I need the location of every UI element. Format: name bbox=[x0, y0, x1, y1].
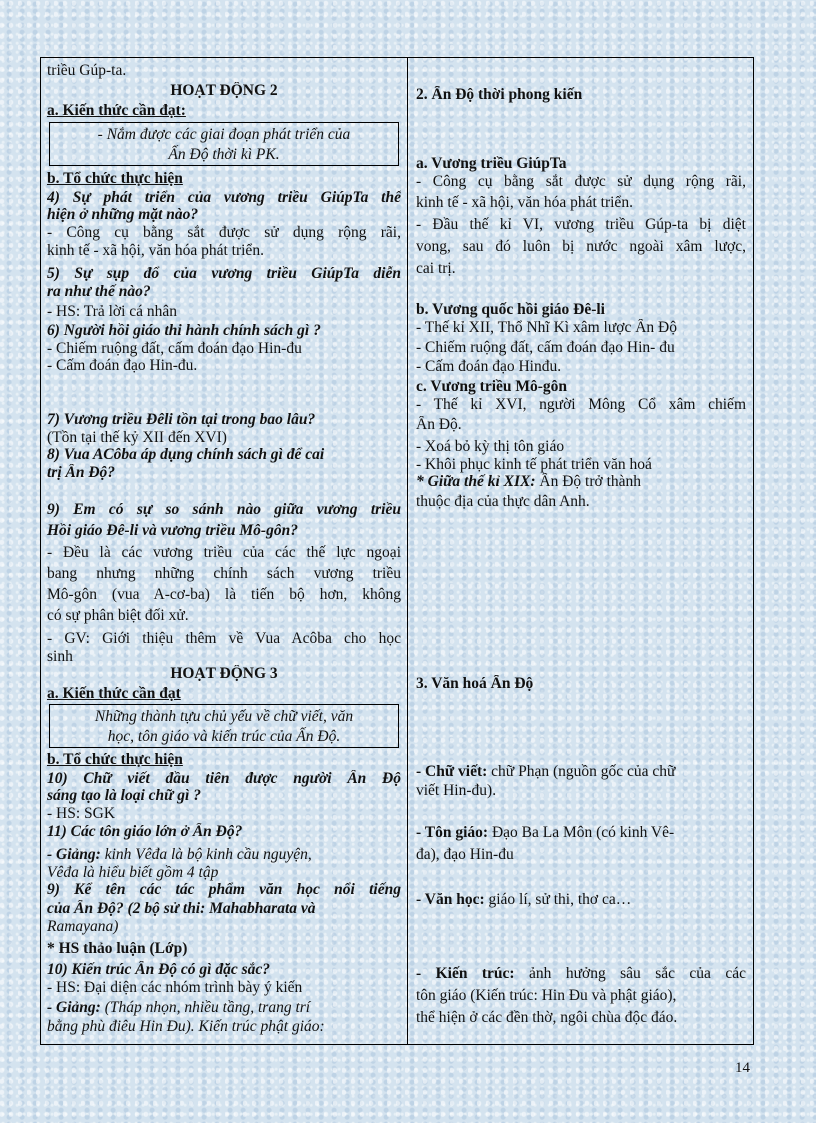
section-2a-title: a. Vương triều GiúpTa bbox=[416, 155, 567, 172]
answer-11-label: - Giảng: bbox=[47, 846, 101, 863]
writing-label: - Chữ viết: bbox=[416, 763, 488, 780]
question-5: 5) Sự sụp đổ của vương triều GiúpTa diễn bbox=[47, 265, 401, 282]
question-8: 8) Vua ACôba áp dụng chính sách gì để cai bbox=[47, 446, 325, 463]
activity-2-title: HOẠT ĐỘNG 2 bbox=[170, 82, 278, 99]
answer-11 bbox=[47, 846, 401, 864]
section-2c-note-label: * Giữa thế kỉ XIX: bbox=[416, 473, 536, 490]
answer-6: - Chiếm ruộng đất, cấm đoán đạo Hin-đu bbox=[47, 340, 302, 357]
question-7: 7) Vương triều Đêli tồn tại trong bao lâu? bbox=[47, 411, 316, 428]
answer-9-line-3: Mô-gôn (vua A-cơ-ba) là tiến bộ hơn, không bbox=[47, 586, 401, 603]
objective-line: Ấn Độ thời kì PK. bbox=[168, 146, 280, 163]
teacher-note: - GV: Giới thiệu thêm về Vua Acôba cho học bbox=[47, 630, 401, 647]
answer-4: - Công cụ bằng sắt được sử dụng rộng rãi, bbox=[47, 224, 401, 241]
question-9b: 9) Kể tên các tác phẩm văn học nổi tiếng bbox=[47, 881, 401, 898]
literature-item bbox=[416, 891, 746, 909]
activity-2-organization-heading: b. Tổ chức thực hiện bbox=[47, 170, 183, 187]
section-3-title: 3. Văn hoá Ấn Độ bbox=[416, 675, 534, 692]
writing-text: chữ Phạn (nguồn gốc của chữ bbox=[491, 763, 676, 780]
answer-6-cont: - Cấm đoán đạo Hin-đu. bbox=[47, 357, 198, 374]
architecture-label: - Kiến trúc: bbox=[416, 965, 515, 982]
lecture-text-cont: bằng phù điêu Hin Đu). Kiến trúc phật giáo: bbox=[47, 1018, 325, 1035]
answer-10b: - HS: Đại diện các nhóm trình bày ý kiến bbox=[47, 979, 303, 996]
literature-text: giáo lí, sử thi, thơ ca… bbox=[488, 891, 632, 908]
section-2c-line: - Xoá bỏ kỳ thị tôn giáo bbox=[416, 438, 565, 455]
section-2b-line: - Cấm đoán đạo Hinđu. bbox=[416, 358, 562, 375]
lecture-text: (Tháp nhọn, nhiều tầng, trang trí bbox=[104, 999, 311, 1016]
question-8-cont: trị Ấn Độ? bbox=[47, 464, 116, 481]
content-column bbox=[408, 58, 754, 1044]
question-10b: 10) Kiến trúc Ấn Độ có gì đặc sắc? bbox=[47, 961, 271, 978]
literature-label: - Văn học: bbox=[416, 891, 485, 908]
architecture-text: ảnh hưởng sâu sắc của các bbox=[529, 965, 746, 982]
lesson-table bbox=[40, 57, 754, 1045]
question-10: 10) Chữ viết đầu tiên được người Ấn Độ bbox=[47, 770, 401, 787]
section-2b-line: - Thế kỉ XII, Thổ Nhĩ Kì xâm lược Ấn Độ bbox=[416, 319, 677, 336]
activity-3-objective-heading: a. Kiến thức cần đạt bbox=[47, 685, 181, 702]
section-2c-note-text: Ấn Độ trở thành bbox=[539, 473, 642, 490]
architecture-text-cont: thể hiện ở các đền thờ, ngôi chùa độc đáo. bbox=[416, 1009, 678, 1026]
question-11: 11) Các tôn giáo lớn ở Ấn Độ? bbox=[47, 823, 243, 840]
answer-4-cont: kinh tế - xã hội, văn hóa phát triển. bbox=[47, 242, 264, 259]
answer-5: - HS: Trả lời cá nhân bbox=[47, 303, 178, 320]
activity-3-organization-heading: b. Tổ chức thực hiện bbox=[47, 751, 183, 768]
section-2a-line: - Công cụ bằng sắt được sử dụng rộng rãi, bbox=[416, 173, 746, 190]
activity-3-objective-box bbox=[49, 704, 399, 748]
question-6: 6) Người hồi giáo thi hành chính sách gì ? bbox=[47, 322, 321, 339]
section-2c-note bbox=[416, 473, 746, 491]
religion-label: - Tôn giáo: bbox=[416, 824, 489, 841]
section-2c-line: - Thế kỉ XVI, người Mông Cổ xâm chiếm bbox=[416, 396, 746, 413]
question-4-cont: hiện ở những mặt nào? bbox=[47, 206, 199, 223]
section-2-title: 2. Ấn Độ thời phong kiến bbox=[416, 86, 583, 103]
religion-text: Đạo Ba La Môn (có kinh Vê- bbox=[491, 824, 675, 841]
teacher-note-cont: sinh bbox=[47, 648, 73, 665]
answer-9-line-2: bang nhưng những chính sách vương triều bbox=[47, 565, 401, 582]
lecture-label: - Giảng: bbox=[47, 999, 101, 1016]
section-2c-line: - Khôi phục kinh tế phát triển văn hoá bbox=[416, 456, 652, 473]
activity-2-objective-heading: a. Kiến thức cần đạt: bbox=[47, 102, 186, 119]
question-4: 4) Sự phát triển của vương triều GiúpTa thể bbox=[47, 189, 401, 206]
architecture-item bbox=[416, 965, 746, 983]
page-number: 14 bbox=[735, 1060, 750, 1076]
answer-11-text: kinh Vêđa là bộ kinh cầu nguyện, bbox=[104, 846, 312, 863]
section-2c-line: Ấn Độ. bbox=[416, 416, 462, 433]
question-9b-cont-2: Ramayana) bbox=[47, 918, 119, 935]
religion-item bbox=[416, 824, 746, 842]
section-2b-line: - Chiếm ruộng đất, cấm đoán đạo Hin- đu bbox=[416, 339, 675, 356]
section-2a-line: vong, sau đó luôn bị nước ngoài xâm lược, bbox=[416, 238, 746, 255]
architecture-text-cont: tôn giáo (Kiến trúc: Hin Đu và phật giáo), bbox=[416, 987, 677, 1004]
question-9: 9) Em có sự so sánh nào giữa vương triều bbox=[47, 501, 401, 518]
question-5-cont: ra như thế nào? bbox=[47, 283, 151, 300]
section-2a-line: kinh tế - xã hội, văn hóa phát triển. bbox=[416, 194, 633, 211]
objective-line: Những thành tựu chủ yếu về chữ viết, văn bbox=[94, 708, 354, 725]
objective-line: - Nắm được các giai đoạn phát triển của bbox=[97, 126, 351, 143]
question-9b-cont: của Ấn Độ? (2 bộ sử thi: Mahabharata và bbox=[47, 900, 316, 917]
answer-11-cont: Vêđa là hiểu biết gồm 4 tập bbox=[47, 864, 219, 881]
section-2c-note-cont: thuộc địa của thực dân Anh. bbox=[416, 493, 590, 510]
section-2c-title: c. Vương triều Mô-gôn bbox=[416, 378, 568, 395]
activity-2-objective-box bbox=[49, 122, 399, 166]
objective-line: học, tôn giáo và kiến trúc của Ấn Độ. bbox=[107, 728, 341, 745]
intro-text: triều Gúp-ta. bbox=[47, 62, 127, 79]
answer-9-line-4: có sự phân biệt đối xử. bbox=[47, 607, 189, 624]
activity-3-title: HOẠT ĐỘNG 3 bbox=[170, 665, 278, 682]
religion-text-cont: đa), đạo Hin-đu bbox=[416, 846, 514, 863]
writing-text-cont: viết Hin-đu). bbox=[416, 782, 497, 799]
section-2b-title: b. Vương quốc hồi giáo Đê-li bbox=[416, 301, 605, 318]
answer-7: (Tồn tại thế kỷ XII đến XVI) bbox=[47, 429, 227, 446]
discussion-heading: * HS thảo luận (Lớp) bbox=[47, 940, 188, 957]
answer-9: - Đều là các vương triều của các thế lực ngoại bbox=[47, 544, 401, 561]
writing-item bbox=[416, 763, 746, 781]
answer-10: - HS: SGK bbox=[47, 805, 116, 822]
section-2a-line: cai trị. bbox=[416, 260, 456, 277]
question-9-cont: Hồi giáo Đê-li và vương triều Mô-gôn? bbox=[47, 522, 298, 539]
section-2a-line: - Đầu thế kỉ VI, vương triều Gúp-ta bị diệt bbox=[416, 216, 746, 233]
lecture-note bbox=[47, 999, 401, 1017]
activities-column bbox=[41, 58, 407, 1044]
question-10-cont: sáng tạo là loại chữ gì ? bbox=[47, 787, 201, 804]
